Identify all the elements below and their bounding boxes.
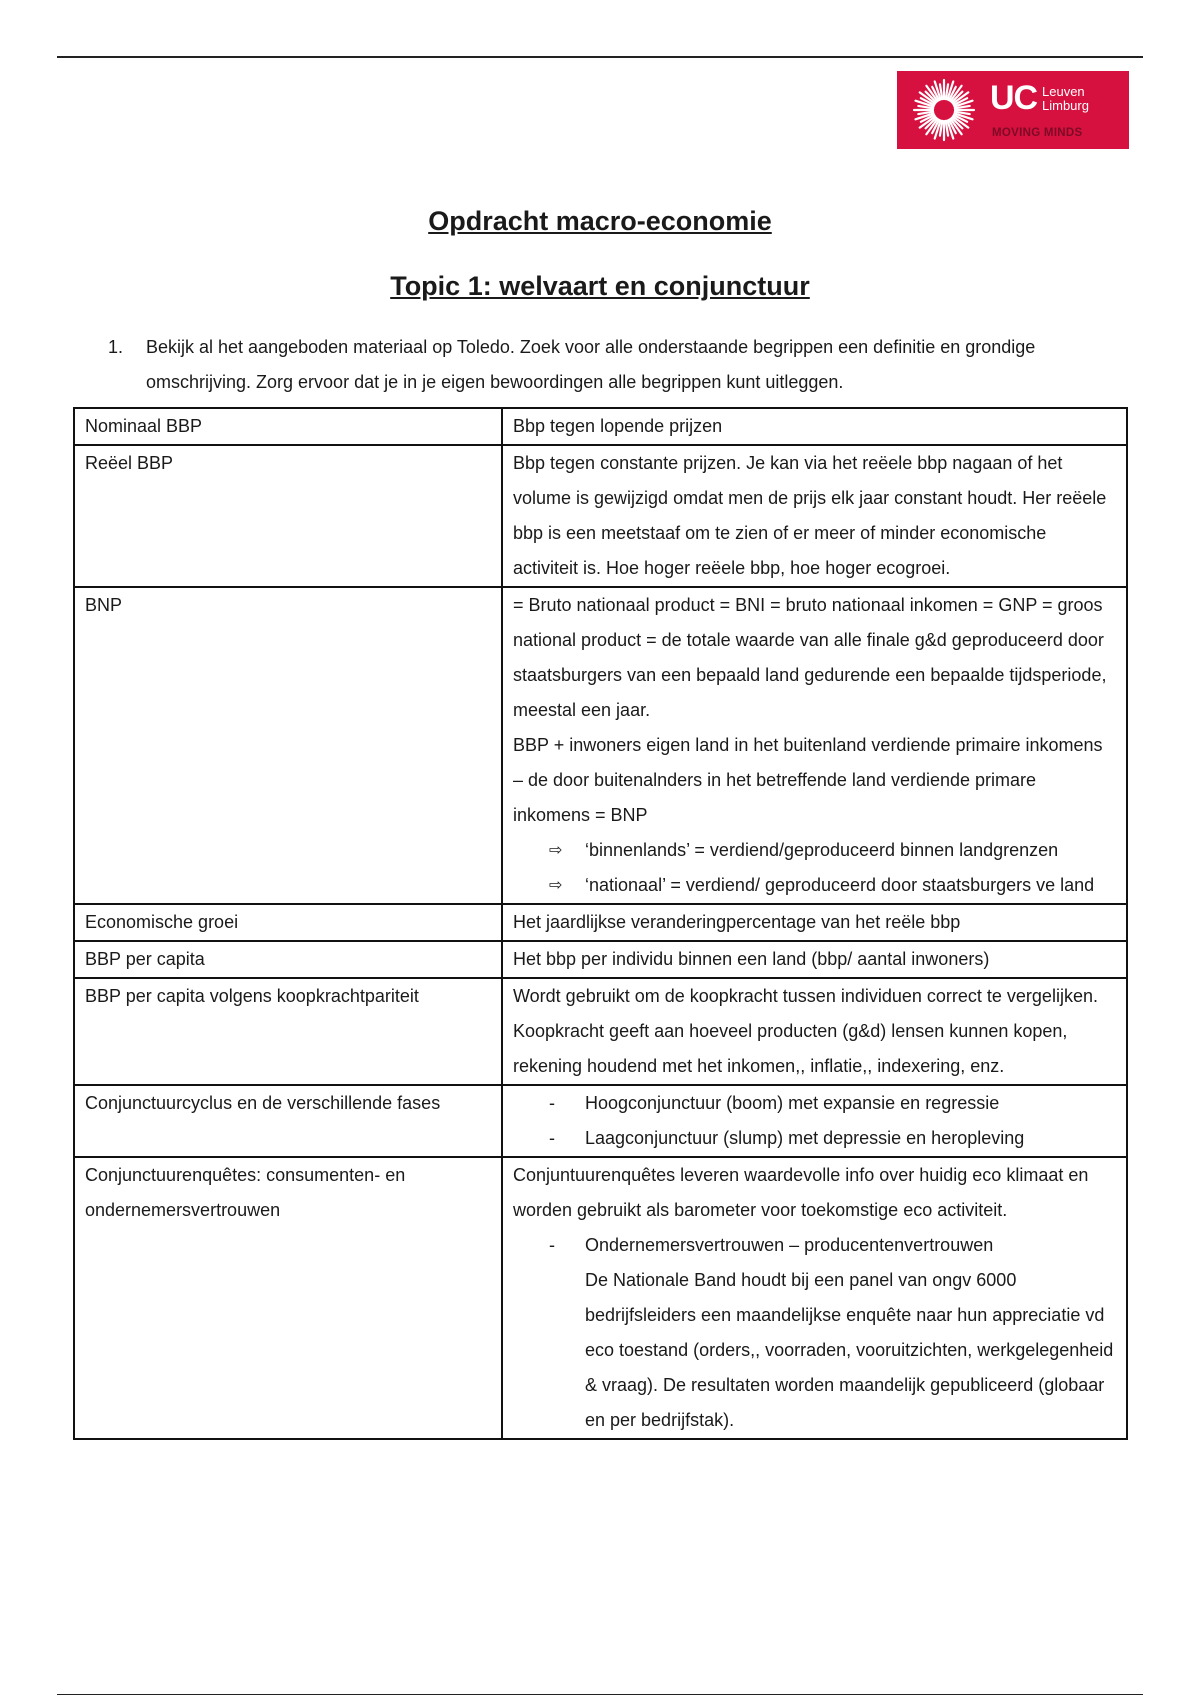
definition-paragraph: De Nationale Band houdt bij een panel van ongv 6000 bedrijfsleiders een maandelijkse enquête naar hun appreciatie vd eco toestand (orders,, voorraden, vooruitzichten, werkgelegenheid & vraag). De resultaten worden maandelijk gepubliceerd (globaar en per bedrijfstak).	[585, 1270, 1114, 1430]
definition-cell	[502, 587, 1127, 904]
list-item: - Laagconjunctuur (slump) met depressie en heropleving	[513, 1121, 1116, 1156]
table-row	[74, 941, 1127, 978]
sunburst-icon	[912, 78, 976, 142]
term-cell: BBP per capita	[74, 941, 502, 978]
term-cell: BBP per capita volgens koopkrachtpariteit	[74, 978, 502, 1085]
topic-heading: Topic 1: welvaart en conjunctuur	[390, 271, 810, 301]
definition-cell: Het bbp per individu binnen een land (bbp/ aantal inwoners)	[502, 941, 1127, 978]
list-item: - Hoogconjunctuur (boom) met expansie en regressie	[513, 1086, 1116, 1121]
definitions-table	[73, 407, 1128, 1440]
term-cell: Reëel BBP	[74, 445, 502, 587]
list-item: ⇨ ‘binnenlands’ = verdiend/geproduceerd binnen landgrenzen	[513, 833, 1116, 868]
task-number: 1.	[108, 337, 124, 357]
table-row	[74, 1085, 1127, 1157]
dash-marker: -	[549, 1128, 555, 1148]
definition-cell: Wordt gebruikt om de koopkracht tussen individuen correct te vergelijken. Koopkracht geeft aan hoeveel producten (g&d) lensen kunnen kopen, rekening houdend met het inkomen,, inflatie,, indexering, enz.	[502, 978, 1127, 1085]
definition-cell: Bbp tegen lopende prijzen	[502, 408, 1127, 445]
definition-paragraph: BBP + inwoners eigen land in het buitenland verdiende primaire inkomens – de door buitenalnders in het betreffende land verdiende primare inkomens = BNP	[513, 735, 1103, 825]
dash-marker: -	[549, 1235, 555, 1255]
task-text: Bekijk al het aangeboden materiaal op Toledo. Zoek voor alle onderstaande begrippen een definitie en grondige omschrijving. Zorg ervoor dat je in je eigen bewoordingen alle begrippen kunt uitleggen.	[146, 337, 1036, 392]
term-cell: Nominaal BBP	[74, 408, 502, 445]
table-row	[74, 978, 1127, 1085]
arrow-icon: ⇨	[549, 842, 563, 859]
uc-leuven-limburg-logo	[897, 71, 1129, 149]
term-cell: Conjunctuurenquêtes: consumenten- en ondernemersvertrouwen	[74, 1157, 502, 1439]
definition-cell	[502, 1157, 1127, 1439]
term-cell: BNP	[74, 587, 502, 904]
definition-cell: Bbp tegen constante prijzen. Je kan via het reëele bbp nagaan of het volume is gewijzigd omdat men de prijs elk jaar constant houdt. Her reëele bbp is een meetstaaf om te zien of er meer of minder economische activiteit is. Hoe hoger reëele bbp, hoe hoger ecogroei.	[502, 445, 1127, 587]
definition-paragraph: Conjuntuurenquêtes leveren waardevolle info over huidig eco klimaat en worden gebruikt als barometer voor toekomstige eco activiteit.	[513, 1165, 1089, 1220]
logo-subtitle: Leuven Limburg	[1042, 84, 1089, 113]
top-rule	[57, 56, 1143, 58]
document-title: Opdracht macro-economie	[428, 206, 772, 236]
table-row	[74, 408, 1127, 445]
list-item: ⇨ ‘nationaal’ = verdiend/ geproduceerd door staatsburgers ve land	[513, 868, 1116, 903]
bottom-rule	[57, 1694, 1143, 1695]
list-item: - Ondernemersvertrouwen – producentenvertrouwen	[513, 1228, 1116, 1263]
dash-marker: -	[549, 1093, 555, 1113]
definition-cell: Het jaardlijkse veranderingpercentage van het reële bbp	[502, 904, 1127, 941]
table-row	[74, 445, 1127, 587]
logo-uc: UC	[990, 79, 1038, 117]
term-cell: Conjunctuurcyclus en de verschillende fases	[74, 1085, 502, 1157]
logo-tagline: MOVING MINDS	[992, 127, 1083, 139]
table-row	[74, 587, 1127, 904]
definition-cell	[502, 1085, 1127, 1157]
arrow-icon: ⇨	[549, 877, 563, 894]
term-cell: Economische groei	[74, 904, 502, 941]
table-row	[74, 904, 1127, 941]
definition-paragraph: = Bruto nationaal product = BNI = bruto nationaal inkomen = GNP = groos national product = de totale waarde van alle finale g&d geproduceerd door staatsburgers van een bepaald land gedurende een bepaalde tijdsperiode, meestal een jaar.	[513, 595, 1107, 720]
table-row	[74, 1157, 1127, 1439]
